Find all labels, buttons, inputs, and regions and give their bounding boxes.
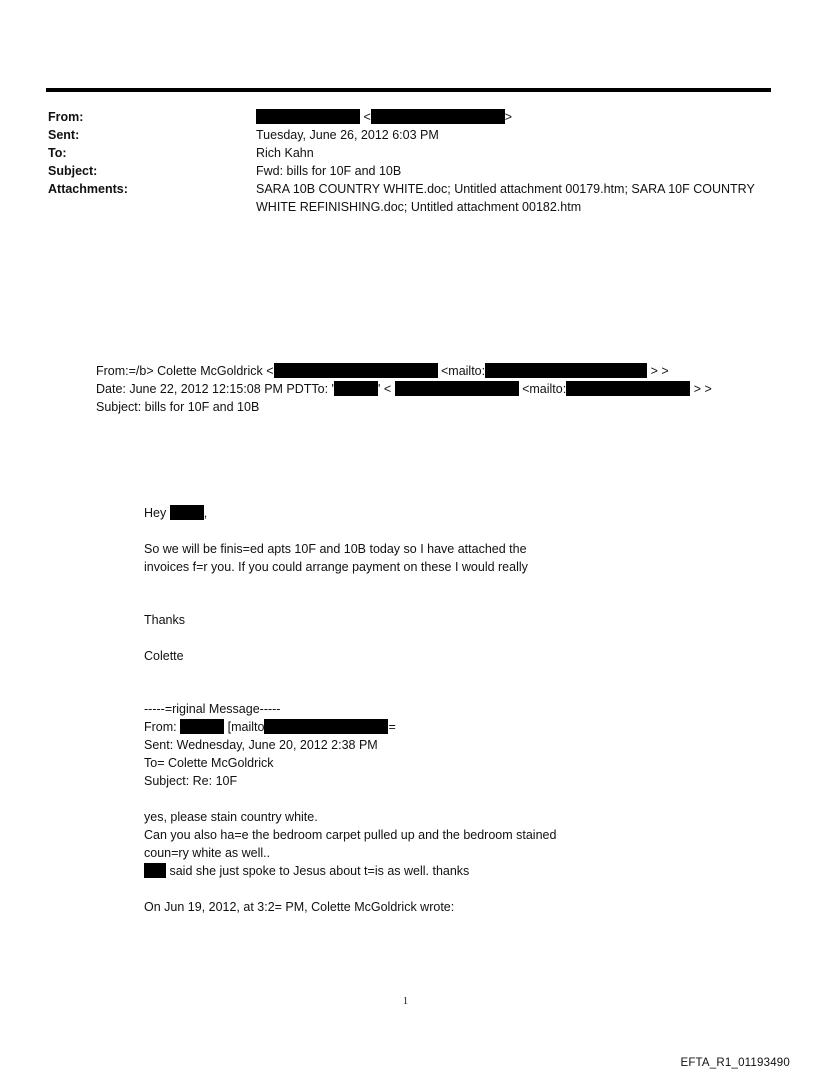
thanks-text: Thanks	[144, 613, 185, 627]
from-row	[48, 108, 778, 126]
redaction-box	[566, 381, 690, 396]
message-line-1: So we will be finis=ed apts 10F and 10B today so I have attached the	[144, 542, 527, 556]
redaction-box	[144, 863, 166, 878]
email-header	[48, 108, 778, 216]
redaction-box	[334, 381, 378, 396]
reply-line-4	[144, 862, 556, 880]
redaction-box	[274, 363, 438, 378]
forwarded-from-suffix: > >	[650, 364, 669, 378]
original-to: To= Colette McGoldrick	[144, 756, 274, 770]
signature-text: Colette	[144, 649, 184, 663]
subject-label: Subject:	[48, 164, 98, 178]
forwarded-date-prefix: Date: June 22, 2012 12:15:08 PM PDTTo: '	[96, 382, 334, 396]
reply-line-2: Can you also ha=e the bedroom carpet pulled up and the bedroom stained	[144, 828, 557, 842]
attachments-label: Attachments:	[48, 182, 128, 196]
subject-row	[48, 162, 778, 180]
original-from-prefix: From:	[144, 720, 177, 734]
original-from-line	[144, 718, 396, 736]
greeting-suffix: ,	[203, 506, 208, 520]
to-row	[48, 144, 778, 162]
redaction-box	[264, 719, 388, 734]
attachments-row	[48, 180, 778, 216]
original-from-eq: =	[388, 720, 396, 734]
redaction-box	[371, 109, 505, 124]
forwarded-date-quote: ' <	[377, 382, 392, 396]
sent-label: Sent:	[48, 128, 80, 142]
original-reply	[144, 808, 556, 880]
forwarded-date-mailto: <mailto:	[522, 382, 567, 396]
original-sent: Sent: Wednesday, June 20, 2012 2:38 PM	[144, 738, 378, 752]
original-subject: Subject: Re: 10F	[144, 774, 238, 788]
message-line-2: invoices f=r you. If you could arrange payment on these I would really	[144, 560, 528, 574]
forwarded-from-line	[96, 362, 712, 380]
redaction-box	[395, 381, 519, 396]
forwarded-mailto: <mailto:	[440, 364, 486, 378]
forwarded-header	[96, 362, 712, 416]
page-number: 1	[403, 996, 408, 1007]
original-from-mailto: [mailto	[227, 720, 265, 734]
attachments-line-1: SARA 10B COUNTRY WHITE.doc; Untitled attachment 00179.htm; SARA 10F COUNTRY	[256, 182, 755, 196]
forwarded-from-prefix: From:=/b> Colette McGoldrick <	[96, 364, 274, 378]
sent-row	[48, 126, 778, 144]
original-message-header	[144, 700, 396, 790]
from-gt: >	[504, 110, 513, 124]
from-lt: <	[363, 110, 371, 124]
to-label: To:	[48, 146, 67, 160]
greeting	[144, 504, 207, 522]
attachments-value	[256, 180, 778, 216]
from-label: From:	[48, 110, 84, 124]
header-divider	[46, 88, 771, 92]
sent-value: Tuesday, June 26, 2012 6:03 PM	[256, 128, 439, 142]
redaction-box	[485, 363, 647, 378]
quote-header: On Jun 19, 2012, at 3:2= PM, Colette McGoldrick wrote:	[144, 900, 455, 914]
to-value: Rich Kahn	[256, 146, 314, 160]
original-divider: -----=riginal Message-----	[144, 702, 281, 716]
redaction-box	[180, 719, 224, 734]
reply-line-1: yes, please stain country white.	[144, 810, 318, 824]
bates-number: EFTA_R1_01193490	[680, 1057, 790, 1069]
reply-line-3: coun=ry white as well..	[144, 846, 271, 860]
forwarded-date-suffix: > >	[693, 382, 712, 396]
subject-value: Fwd: bills for 10F and 10B	[256, 164, 402, 178]
redaction-box	[170, 505, 204, 520]
attachments-line-2: WHITE REFINISHING.doc; Untitled attachment 00182.htm	[256, 200, 582, 214]
reply-line-4-text: said she just spoke to Jesus about t=is as well. thanks	[169, 864, 470, 878]
forwarded-subject: Subject: bills for 10F and 10B	[96, 400, 260, 414]
redaction-box	[256, 109, 360, 124]
greeting-prefix: Hey	[144, 506, 167, 520]
forwarded-date-line	[96, 380, 712, 398]
from-value	[256, 108, 778, 126]
message-paragraph	[144, 540, 528, 576]
